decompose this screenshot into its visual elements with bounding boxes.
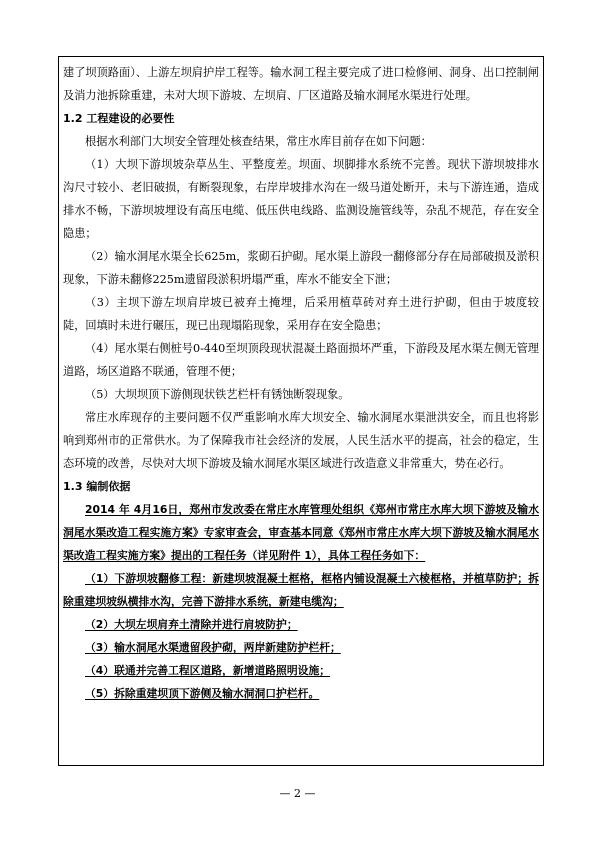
paragraph-basis-text: 2014 年 4月16日，郑州市发改委在常庄水库管理处组织《郑州市常庄水库大坝下游坡及输水洞尾水渠改造工程实施方案》专家审查会，审查基本同意《郑州市常庄水库大坝下游坡及输水洞尾水渠改造工程实施方案》提出的工程任务（详见附件 1），具体工程任务如下： bbox=[63, 503, 539, 562]
paragraph-issue-3: （3）主坝下游左坝肩岸坡已被弃土掩埋，后采用植草砖对弃土进行护砌，但由于坡度较陡，回填时未进行碾压，现已出现塌陷现象，采用存在安全隐患； bbox=[63, 296, 539, 332]
task-item-2 bbox=[63, 613, 539, 636]
document-body bbox=[63, 61, 539, 705]
section-heading-1-2: 1.2 工程建设的必要性 bbox=[63, 112, 175, 125]
paragraph-issue-1: （1）大坝下游坝坡杂草丛生、平整度差。坝面、坝脚排水系统不完善。现状下游坝坡排水沟尺寸较小、老旧破损，有断裂现象，右岸岸坡排水沟在一级马道处断开，未与下游连通，造成排水不畅，下游坝坡埋设有高压电缆、低压供电线路、监测设施管线等，杂乱不规范，存在安全隐患； bbox=[63, 158, 539, 240]
paragraph-continuation: 建了坝顶路面）、上游左坝肩护岸工程等。输水洞工程主要完成了进口检修闸、洞身、出口控制闸及消力池拆除重建，未对大坝下游坡、左坝肩、厂区道路及输水洞尾水渠进行处理。 bbox=[63, 66, 539, 102]
paragraph-intro: 根据水利部门大坝安全管理处核查结果，常庄水库目前存在如下问题： bbox=[85, 135, 432, 148]
task-item-5-text: （5）拆除重建坝顶下游侧及输水洞洞口护栏杆。 bbox=[85, 687, 320, 700]
paragraph-issue-4: （4）尾水渠右侧桩号0-440至坝顶段现状混凝土路面损坏严重，下游段及尾水渠左侧无管理道路，场区道路不联通，管理不便； bbox=[63, 342, 539, 378]
task-item-1-text: （1）下游坝坡翻修工程：新建坝坡混凝土框格，框格内铺设混凝土六棱框格，并植草防护；拆除重建坝坡纵横排水沟，完善下游排水系统，新建电缆沟； bbox=[63, 572, 539, 608]
paragraph-summary: 常庄水库现存的主要问题不仅严重影响水库大坝安全、输水洞尾水渠泄洪安全，而且也将影响到郑州市的正常供水。为了保障我市社会经济的发展，人民生活水平的提高，社会的稳定，生态环境的改善，尽快对大坝下游坡及输水洞尾水渠区域进行改造意义非常重大，势在必行。 bbox=[63, 411, 539, 470]
section-heading-1-3: 1.3 编制依据 bbox=[63, 480, 131, 493]
task-item-5 bbox=[63, 682, 539, 705]
task-item-4-text: （4）联通并完善工程区道路，新增道路照明设施； bbox=[85, 664, 331, 677]
paragraph-issue-5: （5）大坝坝顶下游侧现状铁艺栏杆有锈蚀断裂现象。 bbox=[85, 388, 350, 401]
page-number: — 2 — bbox=[279, 787, 316, 800]
task-item-2-text: （2）大坝左坝肩弃土清除并进行肩坡防护； bbox=[85, 618, 298, 631]
task-item-4 bbox=[63, 659, 539, 682]
paragraph-basis bbox=[63, 498, 539, 567]
paragraph-issue-2: （2）输水洞尾水渠全长625m，浆砌石护砌。尾水渠上游段一翻修部分存在局部破损及淤积现象，下游未翻修225m遗留段淤积坍塌严重，库水不能安全下泄； bbox=[63, 250, 539, 286]
task-item-3-text: （3）输水洞尾水渠遗留段护砌，两岸新建防护栏杆； bbox=[85, 641, 341, 654]
task-item-1 bbox=[63, 567, 539, 613]
task-item-3 bbox=[63, 636, 539, 659]
